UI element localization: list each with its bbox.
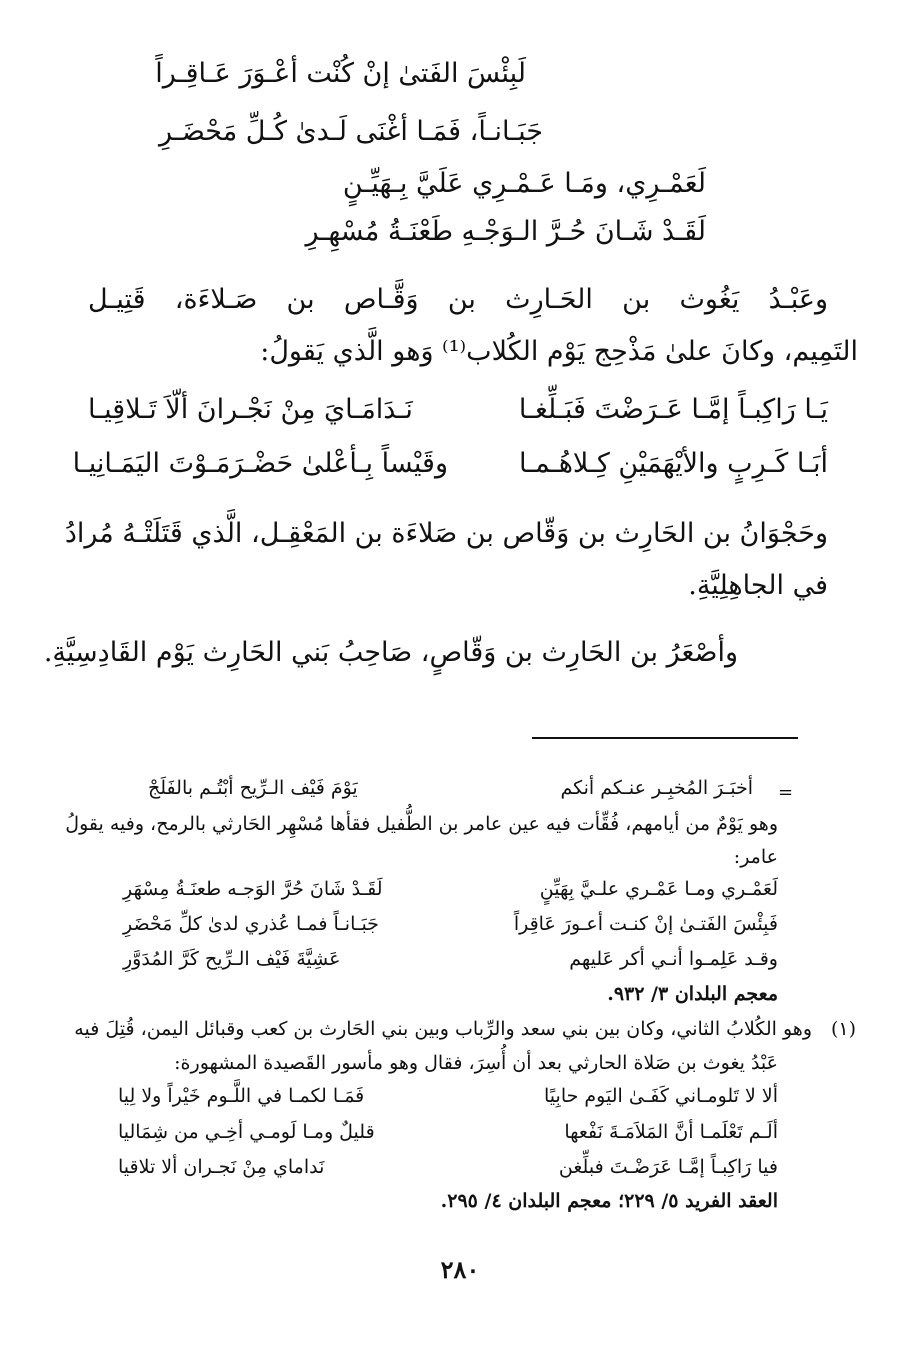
footnote-marker: (١) [830,1018,856,1040]
footnote-verse: جَبَـانـاً فمـا عُذري لدىٰ كلِّ مَحْضَرِ [123,913,379,935]
poem-line: لَقَـدْ شَـانَ حُـرَّ الـوَجْـهِ طَعْنَـةُ مُسْهِـرِ [305,216,706,247]
paragraph-line: وحَجْوَانُ بن الحَارِث بن وَقّاص بن صَلاءَة بن المَعْقِـل، الَّذي قَتَلَتْـهُ مُرادُ [64,518,828,549]
footnote-verse: وقـد عَلِمـوا أنـي أكر عَليهم [569,948,778,970]
paragraph-line: وأصْعَرُ بن الحَارِث بن وَقّاصٍ، صَاحِبُ بَني الحَارِث يَوْم القَادِسِيَّةِ. [43,637,738,668]
footnote-prose: وهو الكُلابُ الثاني، وكان بين بني سعد والرِّباب وبين بني الحَارث بن كعب وقبائل اليمن، قُتِلَ فيه [74,1018,812,1040]
footnote-source: معجم البلدان ٣/ ٩٣٢. [607,983,778,1005]
poem-line: لَعَمْـرِي، ومَـا عَـمْـرِي عَلَيَّ بِـهَيِّـنٍ [342,168,706,199]
verse-hemistich: وقَيْساً بِـأعْلىٰ حَضْـرَمَـوْتَ اليَمَـانِيـا [72,448,448,479]
verse-hemistich: يَـا رَاكِبـاً إمَّـا عَـرَضْتَ فَبَـلِّغـا [518,394,828,425]
footnote-verse: ألا لا تَلومـاني كَفَـىٰ اليَوم حابِيًا [544,1085,778,1107]
footnote-verse: يَوْمَ فَيْف الـرِّيح أبْتُـم بالفَلَجْ [148,777,358,799]
verse-hemistich: أبَـا كَـرِبٍ والأيْهَمَيْنِ كِـلاهُـمـا [519,448,828,479]
poem-line: جَبَـانـاً، فَمَـا أغْنَى لَـدىٰ كُـلِّ مَحْضَـرِ [159,116,543,147]
verse-hemistich: نَـدَامَـايَ مِنْ نَجْـرانَ ألّاَ تَـلاقِيـا [88,394,413,425]
footnote-verse: لَعَمْـري ومـا عَمْـري علـيَّ بِهَيِّنٍ [539,878,778,900]
paragraph-line: وعَبْـدُ يَغُوث بن الحَـارِث بن وَقَّـاص بن صَـلاءَة، قَتِيـل [88,284,828,315]
footnote-separator [532,737,798,739]
footnote-verse: ألَـم تَعْلَمـا أنَّ المَلاَمَـةَ نَفْعها [564,1121,778,1143]
footnote-prose: عامر: [733,846,778,868]
footnote-verse: نَداماي مِنْ نَجـران ألا تلاقيا [118,1156,325,1178]
paragraph-line: في الجاهِلِيَّةِ. [688,570,828,601]
footnote-verse: أخبَـرَ المُخبِـر عنـكم أنكم [560,777,753,799]
footnote-verse: فيا رَاكِبـاً إمَّـا عَرَضْـتَ فبلِّغن [558,1156,778,1178]
footnote-prose: عَبْدُ يغوث بن صَلاة الحارثي بعد أن أُسِرَ، فقال وهو مأسور القَصيدة المشهورة: [174,1052,778,1074]
footnote-verse: عَشِيَّةَ فَيْف الـرِّيح كَرَّ المُدَوَّرِ [123,948,341,970]
paragraph-line: التَمِيم، وكانَ علىٰ مَذْحِج يَوْم الكُلاب⁽¹⁾ وَهو الَّذي يَقولُ: [260,336,858,367]
footnote-source: العقد الفريد ٥/ ٢٢٩؛ معجم البلدان ٤/ ٢٩٥. [440,1190,778,1212]
poem-line: لَبِئْسَ الفَتىٰ إنْ كُنْت أعْـوَرَ عَـاقِـراً [155,58,526,89]
footnote-verse: قليلٌ ومـا لَومـي أخِـي من شِمَاليا [118,1121,375,1143]
page-number: ٢٨٠ [440,1255,480,1284]
footnote-verse: فَمَـا لكمـا في اللَّـوم خَيْراً ولا لِيا [118,1085,365,1107]
footnote-continuation-marker: = [778,782,794,803]
footnote-verse: لَقَـدْ شَانَ حُرَّ الوَجـه طعنَـةُ مِسْهَرِ [123,878,383,900]
footnote-verse: فَبِئْسَ الفَتـىٰ إنْ كنـت أعـورَ عَاقِراً [513,913,778,935]
footnote-prose: وهو يَوْمٌ من أيامهم، فُقِّأت فيه عين عامر بن الطُّفيل فقأها مُسْهِر الحَارثي بالرمح، وفيه يقولُ [65,813,778,835]
